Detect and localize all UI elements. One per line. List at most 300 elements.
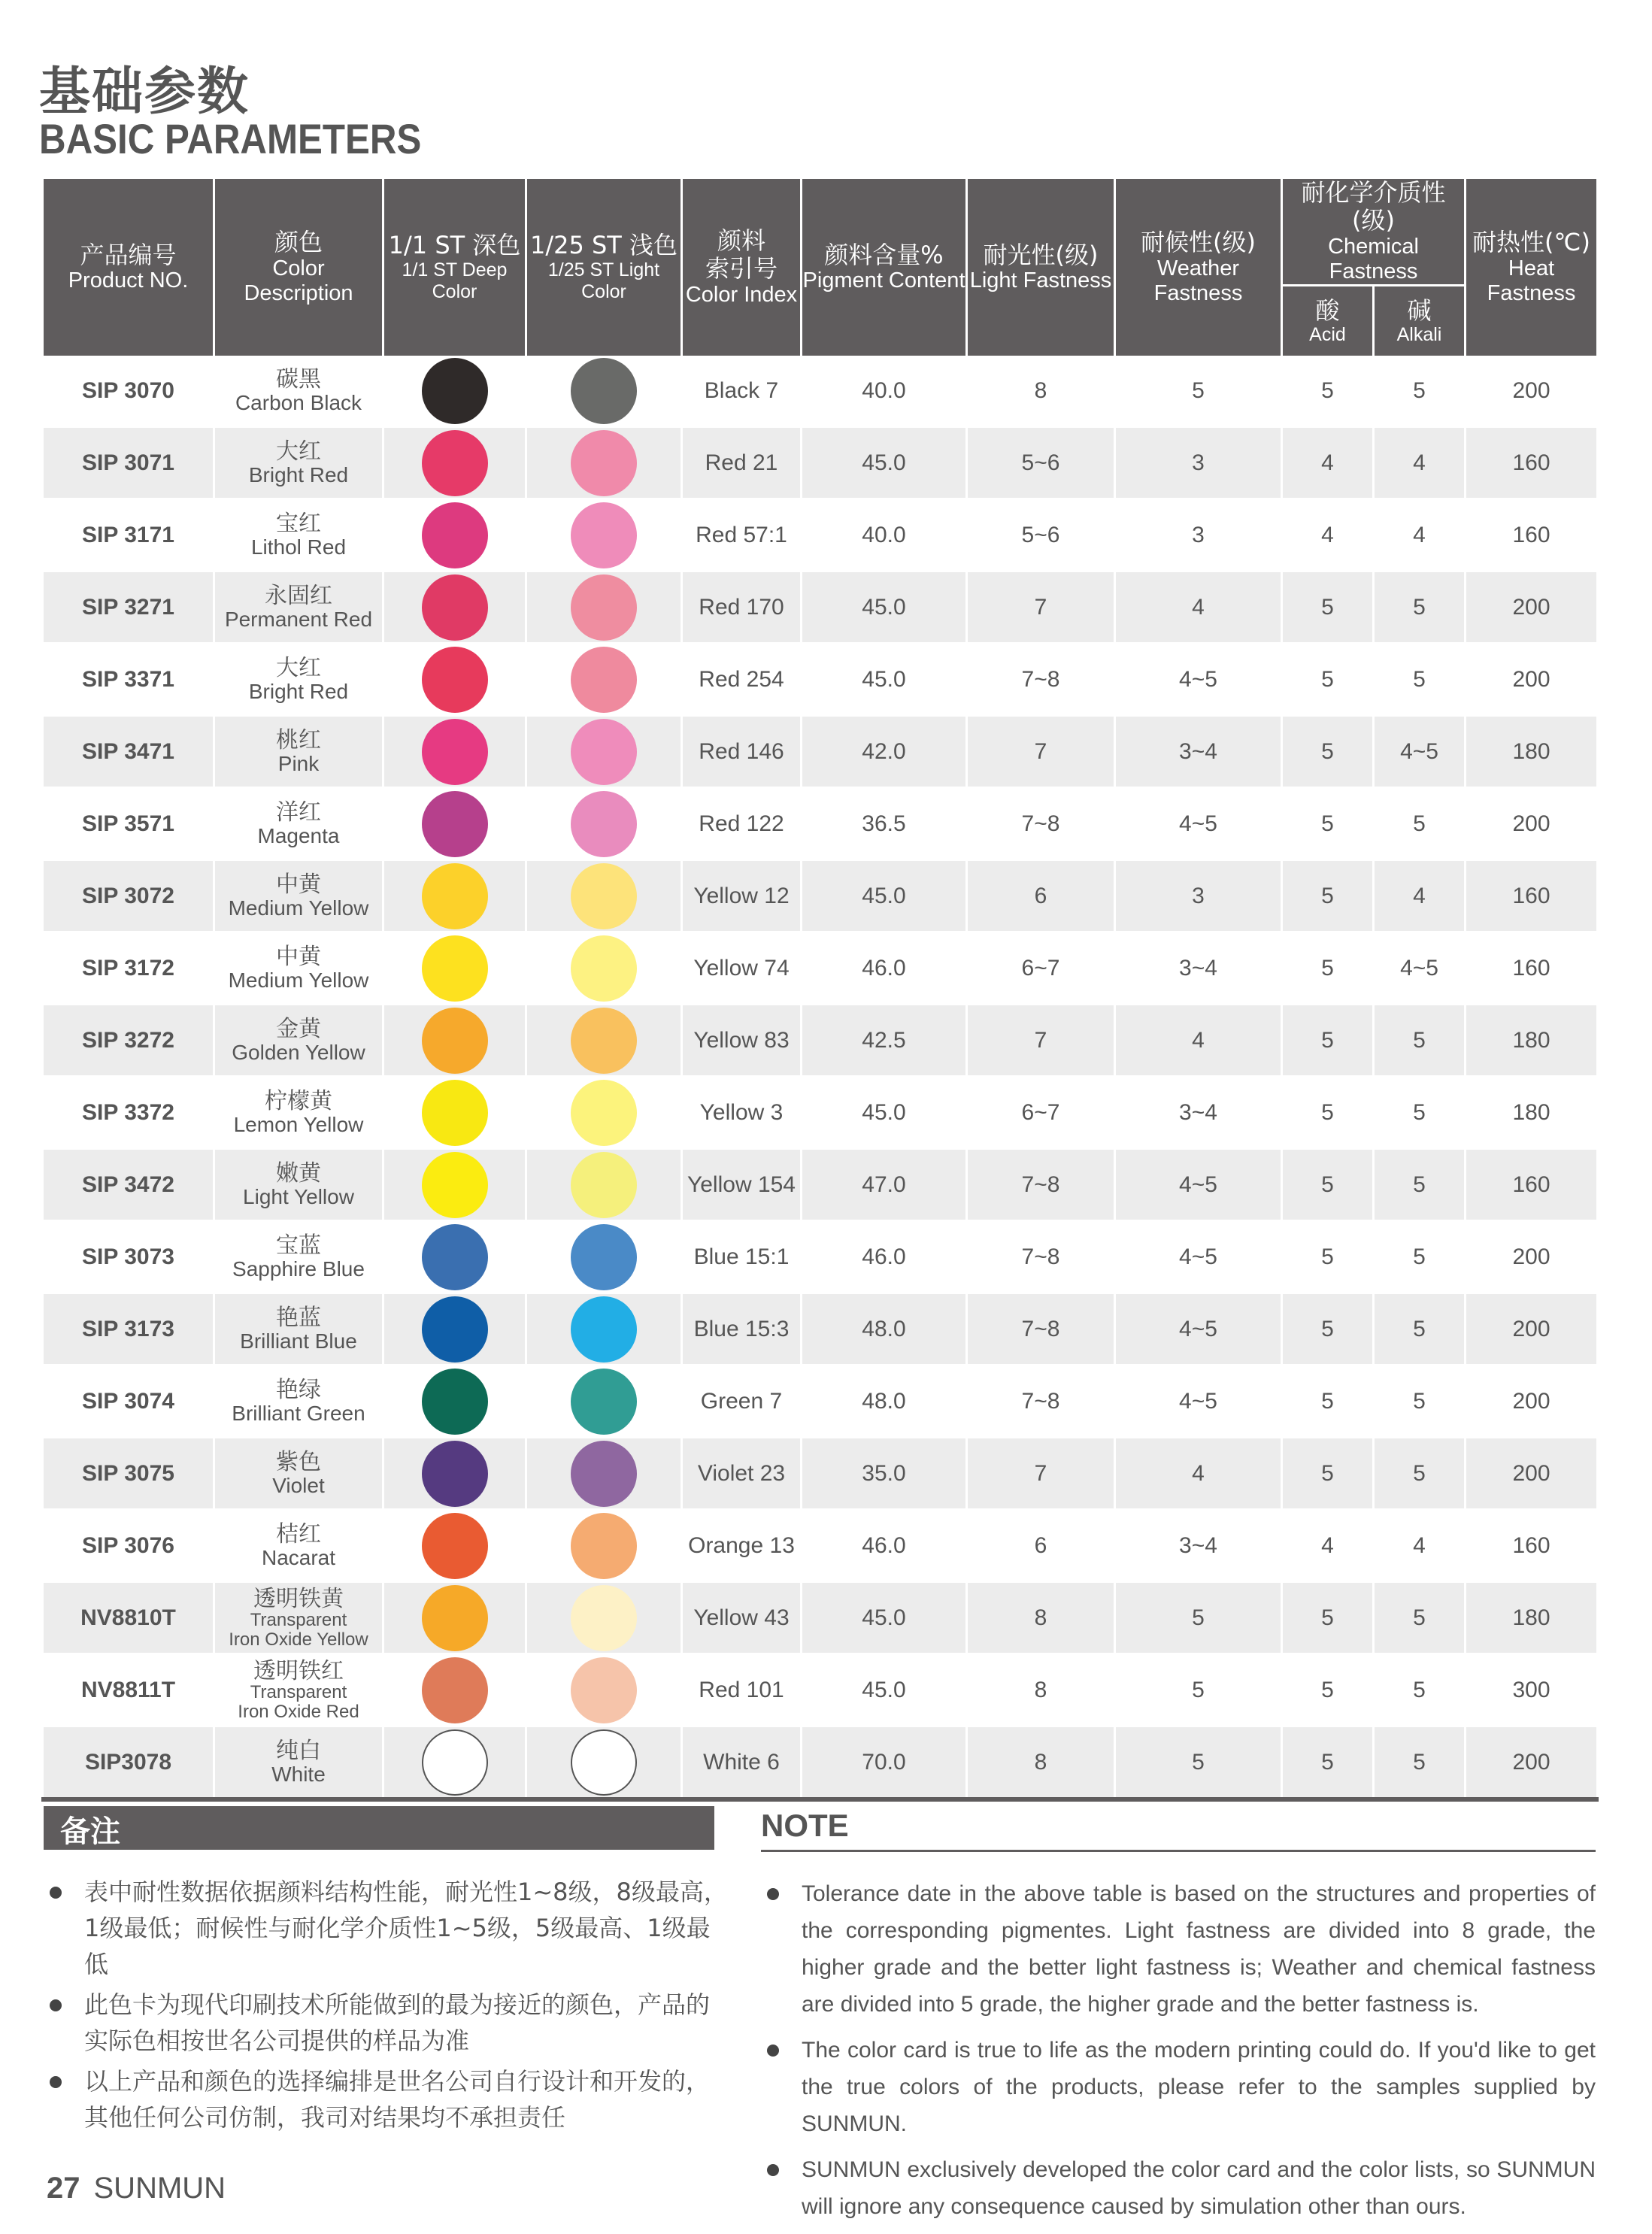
note-zh-item: 此色卡为现代印刷技术所能做到的最为接近的颜色，产品的实际色相按世名公司提供的样品为准 xyxy=(44,1987,728,2059)
deep-color-swatch xyxy=(422,935,488,1002)
color-index-cell: White 6 xyxy=(682,1726,802,1800)
pigment-content-cell: 45.0 xyxy=(802,1077,967,1149)
product-no-cell: SIP 3271 xyxy=(43,571,214,644)
table-row xyxy=(43,932,1598,1005)
deep-color-cell xyxy=(383,1510,526,1582)
weather-fastness-cell: 4~5 xyxy=(1115,1366,1282,1438)
weather-fastness-cell: 5 xyxy=(1115,1726,1282,1800)
light-color-swatch xyxy=(571,1585,637,1651)
weather-fastness-cell: 4~5 xyxy=(1115,1221,1282,1293)
color-name-en: White xyxy=(271,1762,326,1786)
light-fastness-cell: 7 xyxy=(967,716,1115,788)
bullet-icon xyxy=(767,1888,779,1900)
product-no-cell: SIP 3173 xyxy=(43,1293,214,1366)
color-description-cell xyxy=(214,788,383,860)
color-description-cell xyxy=(214,499,383,571)
deep-color-cell xyxy=(383,1293,526,1366)
color-name-en-2: Iron Oxide Red xyxy=(238,1701,359,1722)
alkali-cell: 4~5 xyxy=(1374,932,1466,1005)
bullet-icon xyxy=(50,1887,62,1899)
deep-color-cell xyxy=(383,932,526,1005)
color-index-cell: Green 7 xyxy=(682,1366,802,1438)
weather-fastness-cell: 4~5 xyxy=(1115,644,1282,716)
acid-cell: 4 xyxy=(1282,1510,1374,1582)
acid-cell: 5 xyxy=(1282,1005,1374,1077)
light-color-cell xyxy=(526,788,682,860)
light-color-cell xyxy=(526,932,682,1005)
note-zh-title: 备注 xyxy=(60,1814,120,1849)
header-light-fastness: 耐光性(级) Light Fastness xyxy=(967,179,1115,356)
weather-fastness-cell: 4~5 xyxy=(1115,788,1282,860)
heat-fastness-cell: 200 xyxy=(1466,1221,1598,1293)
pigment-content-cell: 40.0 xyxy=(802,356,967,427)
color-index-cell: Yellow 43 xyxy=(682,1582,802,1654)
page-title-en: BASIC PARAMETERS xyxy=(39,115,422,162)
header-pigment-content: 颜料含量% Pigment Content xyxy=(802,179,967,356)
product-no-cell: NV8810T xyxy=(43,1582,214,1654)
light-fastness-cell: 8 xyxy=(967,1582,1115,1654)
color-index-cell: Yellow 3 xyxy=(682,1077,802,1149)
weather-fastness-cell: 4 xyxy=(1115,1005,1282,1077)
product-no-cell: SIP 3076 xyxy=(43,1510,214,1582)
pigment-content-cell: 46.0 xyxy=(802,932,967,1005)
pigment-content-cell: 70.0 xyxy=(802,1726,967,1800)
color-index-cell: Red 170 xyxy=(682,571,802,644)
deep-color-cell xyxy=(383,1366,526,1438)
light-color-cell xyxy=(526,716,682,788)
deep-color-swatch xyxy=(422,791,488,857)
parameters-table xyxy=(41,179,1599,1802)
deep-color-cell xyxy=(383,427,526,499)
deep-color-cell xyxy=(383,788,526,860)
light-color-swatch xyxy=(571,358,637,424)
product-no-cell: SIP 3272 xyxy=(43,1005,214,1077)
light-fastness-cell: 6~7 xyxy=(967,1077,1115,1149)
color-description-cell xyxy=(214,1582,383,1654)
table-row xyxy=(43,1726,1598,1800)
product-no-cell: SIP 3074 xyxy=(43,1366,214,1438)
pigment-content-cell: 48.0 xyxy=(802,1293,967,1366)
deep-color-swatch xyxy=(422,1513,488,1579)
product-no-cell: SIP 3571 xyxy=(43,788,214,860)
color-index-cell: Yellow 154 xyxy=(682,1149,802,1221)
heat-fastness-cell: 160 xyxy=(1466,932,1598,1005)
note-en-item: The color card is true to life as the modern printing could do. If you'd like to get the true colors of the products, please refer to the samples supplied by SUNMUN. xyxy=(761,2032,1596,2142)
weather-fastness-cell: 3~4 xyxy=(1115,932,1282,1005)
color-index-cell: Red 254 xyxy=(682,644,802,716)
table-row xyxy=(43,571,1598,644)
acid-cell: 5 xyxy=(1282,644,1374,716)
deep-color-swatch xyxy=(422,1657,488,1723)
color-description-cell xyxy=(214,716,383,788)
color-name-zh: 永固红 xyxy=(265,583,332,610)
color-index-cell: Red 101 xyxy=(682,1654,802,1726)
note-en-item: Tolerance date in the above table is based on the structures and properties of the corresponding pigmentes. Light fastness are divided into 8 grade, the higher grade and the better light fastness is; Weather and chemical fastness are divided into 5 grade, the higher grade and the better fastness is. xyxy=(761,1875,1596,2023)
header-chemical-fastness: 耐化学介质性(级) Chemical Fastness xyxy=(1282,179,1466,286)
heat-fastness-cell: 200 xyxy=(1466,1726,1598,1800)
product-no-cell: SIP 3071 xyxy=(43,427,214,499)
alkali-cell: 5 xyxy=(1374,1077,1466,1149)
color-name-zh: 柠檬黄 xyxy=(265,1088,332,1115)
light-color-swatch xyxy=(571,1152,637,1218)
alkali-cell: 5 xyxy=(1374,644,1466,716)
light-color-cell xyxy=(526,1149,682,1221)
alkali-cell: 5 xyxy=(1374,571,1466,644)
color-name-en: Lemon Yellow xyxy=(233,1112,364,1136)
alkali-cell: 5 xyxy=(1374,1005,1466,1077)
color-name-zh: 艳绿 xyxy=(276,1377,321,1404)
weather-fastness-cell: 3~4 xyxy=(1115,1510,1282,1582)
weather-fastness-cell: 3 xyxy=(1115,427,1282,499)
table-row xyxy=(43,1005,1598,1077)
color-name-en: Nacarat xyxy=(261,1545,336,1569)
deep-color-swatch xyxy=(422,502,488,568)
weather-fastness-cell: 5 xyxy=(1115,1582,1282,1654)
light-fastness-cell: 7~8 xyxy=(967,1366,1115,1438)
alkali-cell: 5 xyxy=(1374,1438,1466,1510)
page-title-zh: 基础参数 xyxy=(39,62,250,122)
light-fastness-cell: 8 xyxy=(967,356,1115,427)
product-no-cell: SIP 3471 xyxy=(43,716,214,788)
deep-color-cell xyxy=(383,1221,526,1293)
color-name-zh: 透明铁黄 xyxy=(253,1585,344,1612)
product-no-cell: SIP 3072 xyxy=(43,860,214,932)
pigment-content-cell: 45.0 xyxy=(802,1582,967,1654)
color-name-zh: 纯白 xyxy=(276,1738,321,1765)
weather-fastness-cell: 3 xyxy=(1115,860,1282,932)
color-description-cell xyxy=(214,356,383,427)
color-name-en-2: Iron Oxide Yellow xyxy=(229,1629,368,1650)
table-row xyxy=(43,644,1598,716)
color-name-zh: 桔红 xyxy=(276,1521,321,1548)
product-no-cell: SIP 3070 xyxy=(43,356,214,427)
light-color-cell xyxy=(526,1438,682,1510)
alkali-cell: 4~5 xyxy=(1374,716,1466,788)
color-index-cell: Yellow 74 xyxy=(682,932,802,1005)
acid-cell: 5 xyxy=(1282,1366,1374,1438)
weather-fastness-cell: 4 xyxy=(1115,571,1282,644)
header-light-color: 1/25 ST 浅色 1/25 ST Light Color xyxy=(526,179,682,356)
light-color-swatch xyxy=(571,1369,637,1435)
light-color-swatch xyxy=(571,1729,637,1796)
heat-fastness-cell: 200 xyxy=(1466,1366,1598,1438)
heat-fastness-cell: 160 xyxy=(1466,1149,1598,1221)
color-name-zh: 金黄 xyxy=(276,1016,321,1043)
weather-fastness-cell: 4~5 xyxy=(1115,1149,1282,1221)
heat-fastness-cell: 160 xyxy=(1466,1510,1598,1582)
heat-fastness-cell: 200 xyxy=(1466,356,1598,427)
color-description-cell xyxy=(214,644,383,716)
notes-en-list xyxy=(761,1875,1596,2234)
acid-cell: 5 xyxy=(1282,788,1374,860)
light-fastness-cell: 7~8 xyxy=(967,1221,1115,1293)
product-no-cell: NV8811T xyxy=(43,1654,214,1726)
light-color-swatch xyxy=(571,1441,637,1507)
parameters-table-body xyxy=(43,356,1598,1799)
alkali-cell: 5 xyxy=(1374,1726,1466,1800)
notes-zh-list xyxy=(44,1874,728,2140)
deep-color-cell xyxy=(383,644,526,716)
color-index-cell: Yellow 12 xyxy=(682,860,802,932)
light-fastness-cell: 5~6 xyxy=(967,499,1115,571)
pigment-content-cell: 40.0 xyxy=(802,499,967,571)
header-color: 颜色 Color Description xyxy=(214,179,383,356)
color-index-cell: Red 146 xyxy=(682,716,802,788)
pigment-content-cell: 35.0 xyxy=(802,1438,967,1510)
light-color-cell xyxy=(526,1293,682,1366)
deep-color-swatch xyxy=(422,863,488,929)
pigment-content-cell: 46.0 xyxy=(802,1510,967,1582)
acid-cell: 5 xyxy=(1282,1293,1374,1366)
page-number: 27 xyxy=(47,2172,80,2205)
color-index-cell: Red 57:1 xyxy=(682,499,802,571)
acid-cell: 5 xyxy=(1282,860,1374,932)
color-description-cell xyxy=(214,1293,383,1366)
acid-cell: 4 xyxy=(1282,499,1374,571)
acid-cell: 5 xyxy=(1282,1438,1374,1510)
heat-fastness-cell: 180 xyxy=(1466,716,1598,788)
color-name-en: Pink xyxy=(277,751,320,775)
pigment-content-cell: 36.5 xyxy=(802,788,967,860)
heat-fastness-cell: 300 xyxy=(1466,1654,1598,1726)
deep-color-cell xyxy=(383,1077,526,1149)
color-name-en: Carbon Black xyxy=(235,390,362,414)
acid-cell: 5 xyxy=(1282,1149,1374,1221)
light-color-cell xyxy=(526,1221,682,1293)
table-row xyxy=(43,1293,1598,1366)
alkali-cell: 4 xyxy=(1374,499,1466,571)
alkali-cell: 5 xyxy=(1374,1654,1466,1726)
header-heat-fastness: 耐热性(℃) Heat Fastness xyxy=(1466,179,1598,356)
heat-fastness-cell: 200 xyxy=(1466,788,1598,860)
note-en-title: NOTE xyxy=(761,1808,849,1843)
deep-color-swatch xyxy=(422,574,488,641)
heat-fastness-cell: 200 xyxy=(1466,644,1598,716)
table-row xyxy=(43,1366,1598,1438)
color-description-cell xyxy=(214,1510,383,1582)
color-name-zh: 洋红 xyxy=(276,799,321,826)
light-fastness-cell: 7~8 xyxy=(967,1149,1115,1221)
product-no-cell: SIP 3075 xyxy=(43,1438,214,1510)
deep-color-cell xyxy=(383,1149,526,1221)
color-name-en: Bright Red xyxy=(248,679,349,703)
table-row xyxy=(43,427,1598,499)
table-row xyxy=(43,1582,1598,1654)
note-en-item: SUNMUN exclusively developed the color card and the color lists, so SUNMUN will ignore any consequence caused by simulation other than ours. xyxy=(761,2151,1596,2225)
deep-color-cell xyxy=(383,571,526,644)
deep-color-swatch xyxy=(422,1296,488,1363)
table-row xyxy=(43,356,1598,427)
deep-color-cell xyxy=(383,1005,526,1077)
header-weather-fastness: 耐候性(级) Weather Fastness xyxy=(1115,179,1282,356)
acid-cell: 5 xyxy=(1282,1726,1374,1800)
light-fastness-cell: 8 xyxy=(967,1726,1115,1800)
color-name-zh: 宝红 xyxy=(276,511,321,538)
light-color-cell xyxy=(526,356,682,427)
footer-brand: SUNMUN xyxy=(93,2172,226,2205)
table-row xyxy=(43,716,1598,788)
deep-color-cell xyxy=(383,499,526,571)
alkali-cell: 5 xyxy=(1374,1366,1466,1438)
acid-cell: 4 xyxy=(1282,427,1374,499)
weather-fastness-cell: 3 xyxy=(1115,499,1282,571)
light-color-cell xyxy=(526,427,682,499)
deep-color-swatch xyxy=(422,1729,488,1796)
color-name-en: Magenta xyxy=(257,823,340,847)
color-name-zh: 紫色 xyxy=(276,1449,321,1476)
light-color-swatch xyxy=(571,430,637,496)
acid-cell: 5 xyxy=(1282,1582,1374,1654)
light-color-cell xyxy=(526,644,682,716)
light-color-cell xyxy=(526,1654,682,1726)
color-name-en: Bright Red xyxy=(248,462,349,487)
deep-color-swatch xyxy=(422,1008,488,1074)
acid-cell: 5 xyxy=(1282,1221,1374,1293)
light-color-cell xyxy=(526,1582,682,1654)
color-index-cell: Orange 13 xyxy=(682,1510,802,1582)
table-row xyxy=(43,1221,1598,1293)
color-description-cell xyxy=(214,1221,383,1293)
deep-color-cell xyxy=(383,1582,526,1654)
light-fastness-cell: 8 xyxy=(967,1654,1115,1726)
light-color-cell xyxy=(526,860,682,932)
light-fastness-cell: 6 xyxy=(967,860,1115,932)
acid-cell: 5 xyxy=(1282,356,1374,427)
light-color-swatch xyxy=(571,1296,637,1363)
alkali-cell: 5 xyxy=(1374,356,1466,427)
header-alkali: 碱 Alkali xyxy=(1374,286,1466,356)
acid-cell: 5 xyxy=(1282,1654,1374,1726)
bullet-icon xyxy=(50,2076,62,2088)
color-index-cell: Blue 15:1 xyxy=(682,1221,802,1293)
note-zh-item: 表中耐性数据依据颜料结构性能，耐光性1~8级，8级最高，1级最低；耐候性与耐化学介质性1~5级，5级最高、1级最低 xyxy=(44,1874,728,1982)
color-index-cell: Blue 15:3 xyxy=(682,1293,802,1366)
acid-cell: 5 xyxy=(1282,932,1374,1005)
weather-fastness-cell: 4~5 xyxy=(1115,1293,1282,1366)
color-description-cell xyxy=(214,1654,383,1726)
deep-color-cell xyxy=(383,1654,526,1726)
light-color-swatch xyxy=(571,719,637,785)
color-description-cell xyxy=(214,932,383,1005)
heat-fastness-cell: 160 xyxy=(1466,860,1598,932)
color-index-cell: Red 21 xyxy=(682,427,802,499)
color-name-en: Medium Yellow xyxy=(228,896,369,920)
deep-color-swatch xyxy=(422,1152,488,1218)
deep-color-swatch xyxy=(422,430,488,496)
weather-fastness-cell: 5 xyxy=(1115,356,1282,427)
light-color-swatch xyxy=(571,791,637,857)
bullet-icon xyxy=(767,2164,779,2176)
alkali-cell: 5 xyxy=(1374,1582,1466,1654)
pigment-content-cell: 46.0 xyxy=(802,1221,967,1293)
light-fastness-cell: 7~8 xyxy=(967,644,1115,716)
light-color-swatch xyxy=(571,1657,637,1723)
color-name-zh: 中黄 xyxy=(276,944,321,971)
color-name-en: Sapphire Blue xyxy=(232,1256,365,1281)
color-index-cell: Black 7 xyxy=(682,356,802,427)
product-no-cell: SIP 3172 xyxy=(43,932,214,1005)
header-product-no: 产品编号 Product NO. xyxy=(43,179,214,356)
light-color-swatch xyxy=(571,574,637,641)
light-fastness-cell: 5~6 xyxy=(967,427,1115,499)
table-row xyxy=(43,1149,1598,1221)
color-name-zh: 桃红 xyxy=(276,727,321,754)
color-description-cell xyxy=(214,1149,383,1221)
light-fastness-cell: 6 xyxy=(967,1510,1115,1582)
light-fastness-cell: 7 xyxy=(967,1005,1115,1077)
alkali-cell: 5 xyxy=(1374,1221,1466,1293)
light-fastness-cell: 7 xyxy=(967,571,1115,644)
color-name-en: Violet xyxy=(272,1473,325,1497)
color-name-zh: 嫩黄 xyxy=(276,1160,321,1187)
deep-color-cell xyxy=(383,1438,526,1510)
alkali-cell: 4 xyxy=(1374,860,1466,932)
color-name-en: Permanent Red xyxy=(224,607,373,631)
pigment-content-cell: 42.0 xyxy=(802,716,967,788)
color-name-en: Transparent xyxy=(250,1682,347,1703)
deep-color-cell xyxy=(383,356,526,427)
pigment-content-cell: 42.5 xyxy=(802,1005,967,1077)
note-zh-item: 以上产品和颜色的选择编排是世名公司自行设计和开发的，其他任何公司仿制，我司对结果均不承担责任 xyxy=(44,2063,728,2135)
color-name-en: Light Yellow xyxy=(243,1184,354,1208)
light-fastness-cell: 7~8 xyxy=(967,1293,1115,1366)
light-color-swatch xyxy=(571,863,637,929)
bullet-icon xyxy=(767,2045,779,2057)
color-description-cell xyxy=(214,427,383,499)
table-row xyxy=(43,499,1598,571)
header-acid: 酸 Acid xyxy=(1282,286,1374,356)
deep-color-cell xyxy=(383,1726,526,1800)
color-description-cell xyxy=(214,1077,383,1149)
light-color-cell xyxy=(526,1005,682,1077)
header-color-index: 颜料 索引号 Color Index xyxy=(682,179,802,356)
color-index-cell: Violet 23 xyxy=(682,1438,802,1510)
color-index-cell: Yellow 83 xyxy=(682,1005,802,1077)
color-description-cell xyxy=(214,860,383,932)
product-no-cell: SIP 3171 xyxy=(43,499,214,571)
table-row xyxy=(43,1654,1598,1726)
table-row xyxy=(43,788,1598,860)
color-name-en: Brilliant Green xyxy=(232,1401,365,1425)
table-row xyxy=(43,860,1598,932)
alkali-cell: 5 xyxy=(1374,788,1466,860)
deep-color-swatch xyxy=(422,647,488,713)
deep-color-swatch xyxy=(422,1080,488,1146)
light-color-swatch xyxy=(571,1513,637,1579)
deep-color-swatch xyxy=(422,1441,488,1507)
light-color-cell xyxy=(526,499,682,571)
color-name-en: Medium Yellow xyxy=(228,968,369,992)
light-color-swatch xyxy=(571,502,637,568)
color-name-zh: 宝蓝 xyxy=(276,1232,321,1259)
pigment-content-cell: 47.0 xyxy=(802,1149,967,1221)
color-description-cell xyxy=(214,1438,383,1510)
heat-fastness-cell: 200 xyxy=(1466,571,1598,644)
table-row xyxy=(43,1077,1598,1149)
deep-color-swatch xyxy=(422,358,488,424)
color-name-en: Transparent xyxy=(250,1610,347,1631)
light-color-cell xyxy=(526,571,682,644)
heat-fastness-cell: 200 xyxy=(1466,1293,1598,1366)
pigment-content-cell: 48.0 xyxy=(802,1366,967,1438)
alkali-cell: 4 xyxy=(1374,1510,1466,1582)
bullet-icon xyxy=(50,1999,62,2011)
light-color-cell xyxy=(526,1726,682,1800)
light-color-swatch xyxy=(571,647,637,713)
deep-color-swatch xyxy=(422,1585,488,1651)
deep-color-cell xyxy=(383,860,526,932)
deep-color-swatch xyxy=(422,719,488,785)
